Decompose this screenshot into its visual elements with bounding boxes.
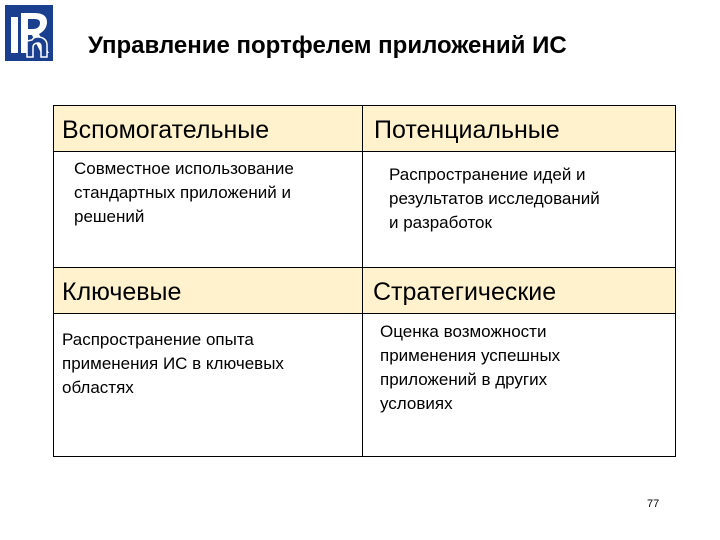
header-key-label: Ключевые bbox=[62, 278, 182, 306]
header-supporting-label: Вспомогательные bbox=[62, 116, 270, 144]
cell-supporting bbox=[54, 152, 363, 268]
header-key bbox=[54, 268, 363, 314]
text-supporting: Совместное использование стандартных приложений и решений bbox=[74, 159, 294, 226]
header-strategic bbox=[363, 268, 676, 314]
cell-potential bbox=[363, 152, 676, 268]
slide-title: Управление портфелем приложений ИС bbox=[88, 32, 567, 59]
header-strategic-label: Стратегические bbox=[373, 278, 557, 306]
cell-strategic bbox=[363, 314, 676, 457]
page-number: 77 bbox=[647, 498, 660, 510]
text-strategic: Оценка возможности применения успешных приложений в других условиях bbox=[380, 322, 561, 413]
header-supporting bbox=[54, 106, 363, 152]
portfolio-matrix bbox=[53, 105, 676, 457]
header-potential bbox=[363, 106, 676, 152]
hse-logo bbox=[3, 3, 55, 63]
text-key: Распространение опыта применения ИС в ключевых областях bbox=[62, 330, 284, 397]
text-potential: Распространение идей и результатов исследований и разработок bbox=[389, 165, 600, 232]
header-potential-label: Потенциальные bbox=[374, 116, 560, 144]
cell-key bbox=[54, 314, 363, 457]
